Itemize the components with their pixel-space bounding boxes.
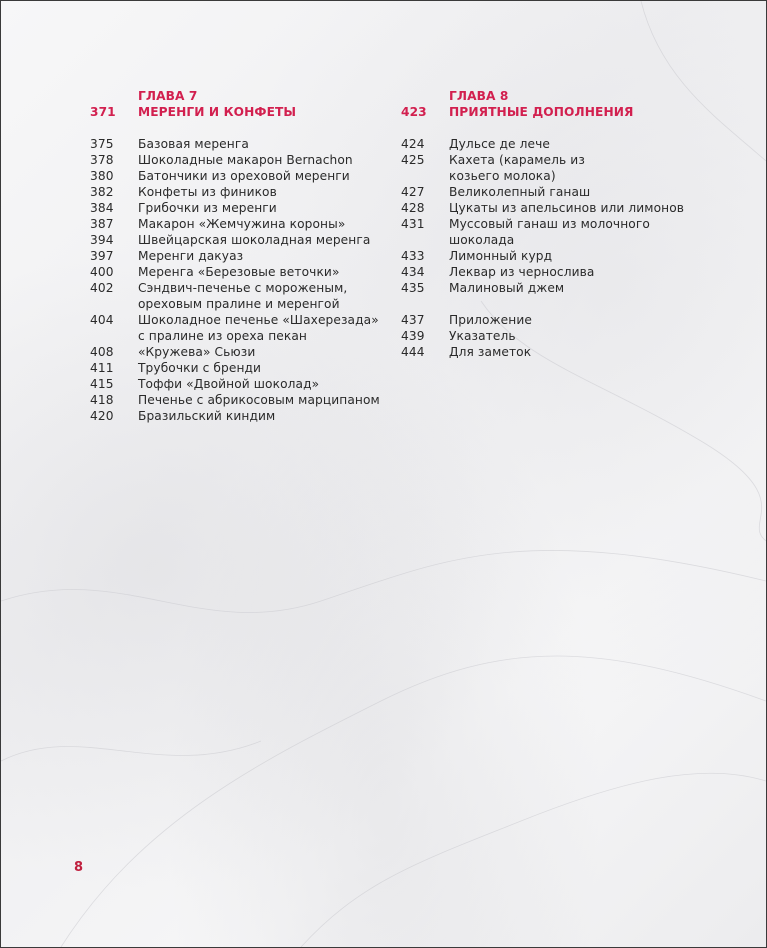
toc-entry-title: Шоколадное печенье «Шахерезада»: [138, 313, 379, 327]
toc-entry-title: Шоколадные макарон Bernachon: [138, 153, 353, 167]
toc-entry: [401, 216, 684, 232]
toc-entry: [90, 408, 380, 424]
toc-entry-title: «Кружева» Сьюзи: [138, 345, 256, 359]
toc-page-number: 423: [401, 105, 427, 119]
toc-entry: [90, 280, 380, 296]
toc-entry-title: козьего молока): [449, 169, 556, 183]
toc-page-number: 408: [90, 345, 114, 359]
toc-page-number: 387: [90, 217, 114, 231]
toc-page-number: 394: [90, 233, 114, 247]
toc-entry-title: Батончики из ореховой меренги: [138, 169, 350, 183]
toc-entry: [90, 264, 380, 280]
toc-entry: [401, 328, 684, 344]
toc-page-number: 415: [90, 377, 114, 391]
toc-entry-title: Грибочки из меренги: [138, 201, 277, 215]
toc-entry-title: Леквар из чернослива: [449, 265, 595, 279]
toc-entry-title: Кахета (карамель из: [449, 153, 585, 167]
toc-entry: [90, 232, 380, 248]
toc-entry: [90, 136, 380, 152]
toc-entry: [90, 168, 380, 184]
toc-entry-title: Меренги дакуаз: [138, 249, 244, 263]
toc-entry-title: Для заметок: [449, 345, 532, 359]
toc-page-number: 384: [90, 201, 114, 215]
toc-entry-title: Трубочки с бренди: [138, 361, 262, 375]
toc-entry-title: Макарон «Жемчужина короны»: [138, 217, 346, 231]
toc-page-number: 420: [90, 409, 114, 423]
page-number: 8: [74, 860, 84, 875]
chapter-title: [90, 104, 380, 120]
spacer: [401, 120, 684, 136]
toc-page-number: 397: [90, 249, 114, 263]
toc-entry-title: ПРИЯТНЫЕ ДОПОЛНЕНИЯ: [449, 105, 634, 119]
spacer: [90, 120, 380, 136]
toc-page-number: 428: [401, 201, 425, 215]
toc-entry-title: Муссовый ганаш из молочного: [449, 217, 650, 231]
toc-page-number: [401, 168, 449, 184]
toc-page-number: 427: [401, 185, 425, 199]
toc-entry: [90, 360, 380, 376]
toc-entry: [401, 344, 684, 360]
toc-entry: [90, 200, 380, 216]
toc-entry: [90, 328, 380, 344]
toc-page-number: 402: [90, 281, 114, 295]
toc-entry: [401, 200, 684, 216]
toc-entry-title: Меренга «Березовые веточки»: [138, 265, 340, 279]
toc-page-number: 404: [90, 313, 114, 327]
toc-page-number: 382: [90, 185, 114, 199]
toc-entry-title: Дульсе де лече: [449, 137, 550, 151]
toc-entry: [401, 152, 684, 168]
toc-entry-title: Сэндвич-печенье с мороженым,: [138, 281, 348, 295]
toc-entry: [401, 232, 684, 248]
toc-page-number: 418: [90, 393, 114, 407]
toc-entry: [401, 312, 684, 328]
toc-entry-title: ГЛАВА 7: [138, 89, 198, 103]
toc-page-number: [90, 296, 138, 312]
toc-entry: [90, 152, 380, 168]
toc-entry-title: Цукаты из апельсинов или лимонов: [449, 201, 685, 215]
toc-entry-title: Бразильский киндим: [138, 409, 276, 423]
toc-page-number: 425: [401, 153, 425, 167]
toc-entry-title: Печенье с абрикосовым марципаном: [138, 393, 380, 407]
toc-page-number: [401, 232, 449, 248]
toc-entry-title: Конфеты из фиников: [138, 185, 277, 199]
toc-page-number: 424: [401, 137, 425, 151]
toc-page-number: 434: [401, 265, 425, 279]
toc-page-number: 431: [401, 217, 425, 231]
toc-entry: [90, 392, 380, 408]
toc-page-number: 380: [90, 169, 114, 183]
toc-page-number: 437: [401, 313, 425, 327]
toc-page-number: 411: [90, 361, 114, 375]
toc-entry: [90, 248, 380, 264]
chapter-7-column: [90, 88, 380, 424]
toc-page-number: 444: [401, 345, 425, 359]
chapter-8-column: [401, 88, 684, 360]
toc-entry: [90, 296, 380, 312]
toc-entry-title: МЕРЕНГИ И КОНФЕТЫ: [138, 105, 297, 119]
toc-page-number: 378: [90, 153, 114, 167]
toc-entry: [401, 264, 684, 280]
toc-page-number: [90, 328, 138, 344]
toc-entry: [401, 248, 684, 264]
chapter-label: [90, 88, 380, 104]
toc-page-number: 433: [401, 249, 425, 263]
toc-entry-title: Базовая меренга: [138, 137, 249, 151]
spacer: [401, 296, 684, 312]
toc-entry-title: шоколада: [449, 233, 515, 247]
toc-entry-title: Указатель: [449, 329, 516, 343]
toc-entry: [90, 376, 380, 392]
toc-entry: [401, 184, 684, 200]
toc-entry: [90, 216, 380, 232]
toc-page-number: 435: [401, 281, 425, 295]
toc-entry: [90, 312, 380, 328]
toc-entry-title: Приложение: [449, 313, 532, 327]
toc-entry: [90, 184, 380, 200]
toc-page-number: 400: [90, 265, 114, 279]
toc-entry: [401, 168, 684, 184]
toc-entry-title: с пралине из ореха пекан: [138, 329, 307, 343]
toc-entry-title: ореховым пралине и меренгой: [138, 297, 340, 311]
toc-entry-title: Лимонный курд: [449, 249, 553, 263]
toc-entry-title: ГЛАВА 8: [449, 89, 509, 103]
toc-entry-title: Малиновый джем: [449, 281, 565, 295]
toc-entry: [90, 344, 380, 360]
chapter-label: [401, 88, 684, 104]
toc-entry-title: Тоффи «Двойной шоколад»: [138, 377, 320, 391]
toc-page-number: 375: [90, 137, 114, 151]
toc-page-number: 439: [401, 329, 425, 343]
toc-entry: [401, 136, 684, 152]
toc-page-number: [401, 88, 449, 104]
toc-entry-title: Швейцарская шоколадная меренга: [138, 233, 371, 247]
chapter-title: [401, 104, 684, 120]
toc-page-number: 371: [90, 105, 116, 119]
toc-page-number: [90, 88, 138, 104]
toc-entry: [401, 280, 684, 296]
toc-entry-title: Великолепный ганаш: [449, 185, 591, 199]
